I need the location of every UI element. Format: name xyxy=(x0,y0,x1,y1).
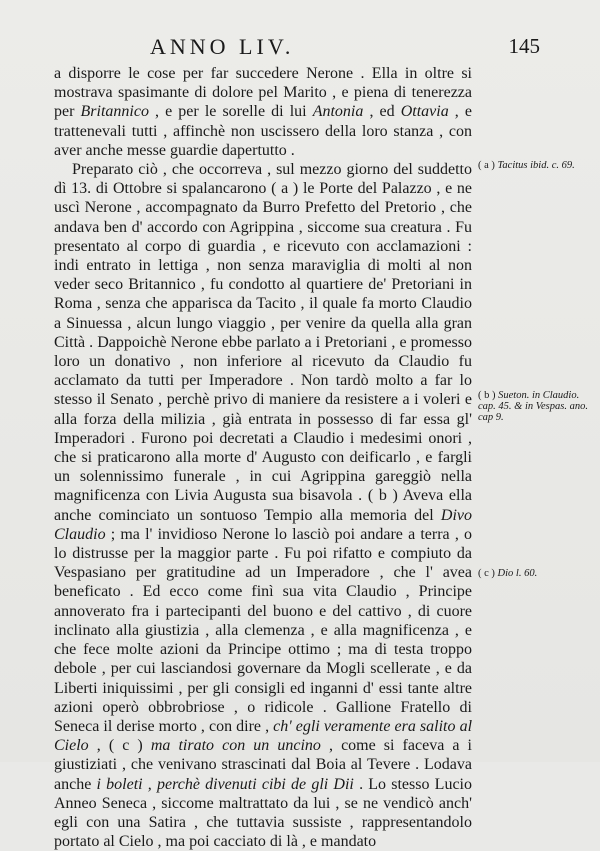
margin-note-b xyxy=(478,390,588,423)
text-run: , ed xyxy=(363,103,401,121)
margin-note-ref: ( a ) xyxy=(478,160,495,171)
page-number: 145 xyxy=(508,34,540,58)
italic-text: Ottavia xyxy=(400,103,449,121)
text-run: . Lo stesso Lucio Anneo Seneca , siccome maltrattato da lui , se ne vendicò anch' egli con una Satira , che tuttavia sussiste , rappresentandolo portato al Cielo , ma poi cacciato di là , e mandato xyxy=(54,775,472,851)
text-run: , e per le sorelle di lui xyxy=(148,103,313,121)
margin-note-a xyxy=(478,160,588,171)
margin-note-c xyxy=(478,568,588,579)
margin-note-ref: ( b ) xyxy=(478,390,496,401)
margin-note-text: Dio l. 60. xyxy=(497,568,538,579)
italic-text: Britannico xyxy=(80,103,149,121)
text-run: ; ma l' invidioso Nerone lo lasciò poi andare a terra , o lo distrusse per la maggior parte . Fu poi rifatto e compiuto da Vespasiano per gratitudine ad un Imperadore , che l' avea beneficato . Ed ecco come finì sua vita Claudio , Principe annoverato fra i partecipanti del buono e del cattivo , di cuore inclinato alla giustizia , alla clemenza , e alla magnificenza , e che fece molte azioni da Principe ottimo ; ma di testa troppo debole , per cui lasciandosi governare da Mogli scellerate , e da Liberti iniquissimi , per gli consigli ed inganni d' essi tante altre azioni operò obbrobriose , o ridicole . Gallione Fratello di Seneca il derise morto , con dire , xyxy=(54,525,472,735)
text-run: a disporre le cose per far succedere Nerone . Ella in oltre si mostrava spasimante di dolore pel Marito , e piena di tenerezza per xyxy=(54,65,472,121)
italic-text: Divo Claudio xyxy=(54,506,472,543)
running-title: ANNO LIV. xyxy=(150,34,295,59)
page-header xyxy=(0,34,600,64)
italic-text: ma tirato con un uncino xyxy=(150,737,321,755)
text-run: , e trattenevali tutti , affinchè non uscissero della loro stanza , con aver anche messe guardie dapertutto . xyxy=(54,103,472,159)
italic-text: i boleti , perchè divenuti cibi de gli Dii xyxy=(96,775,354,793)
italic-text: ch' egli veramente era salito al Cielo xyxy=(54,717,473,755)
body-text xyxy=(54,64,472,851)
text-run: , come si faceva a i giustiziati , che venivano strascinati dal Boia al Tevere . Lodava anche xyxy=(54,737,472,793)
paragraph xyxy=(54,160,472,851)
italic-text: Antonia xyxy=(312,103,364,121)
text-run: , ( c ) xyxy=(88,737,151,755)
margin-note-text: Tacitus ibid. c. 69. xyxy=(497,160,575,171)
paragraph xyxy=(54,64,472,160)
margin-note-text: Sueton. in Claudio. cap. 45. & in Vespas. ano. cap 9. xyxy=(478,390,588,423)
text-run: Preparato ciò , che occorreva , sul mezzo giorno del suddetto dì 13. di Ottobre si spalancarono ( a ) le Porte del Palazzo , e ne uscì Nerone , accompagnato da Burro Prefetto del Pretorio , che andava ben d' accordo con Agrippina , siccome sua creatura . Fu presentato al corpo di guardia , e ricevuto con acclamazioni : indi entrato in lettiga , non senza maraviglia di molti al non veder seco Britannico , fu condotto al quartiere de' Pretoriani in Roma , senza che apparisca da Tacito , il quale fa morto Claudio a Sinuessa , alcun lungo viaggio , per venire da quella alla gran Città . Dappoichè Nerone ebbe parlato a i Pretoriani , e promesso loro un donativo , non inferiore al ricevuto da Claudio fu acclamato da tutti per Imperadore . Non tardò molto a far lo stesso il Senato , perchè privo di maniere da resistere a i voleri e alla forza della milizia , già entrata in possesso di far essa gl' Imperadori . Furono poi decretati a Claudio i medesimi onori , che si praticarono alla morte d' Augusto con deificarlo , e fargli un solennissimo funerale , in cui Agrippina gareggiò nella magnificenza con Livia Augusta sua bisavola . ( b ) Aveva ella anche cominciato un sontuoso Tempio alla memoria del xyxy=(54,161,472,524)
margin-note-ref: ( c ) xyxy=(478,568,495,579)
